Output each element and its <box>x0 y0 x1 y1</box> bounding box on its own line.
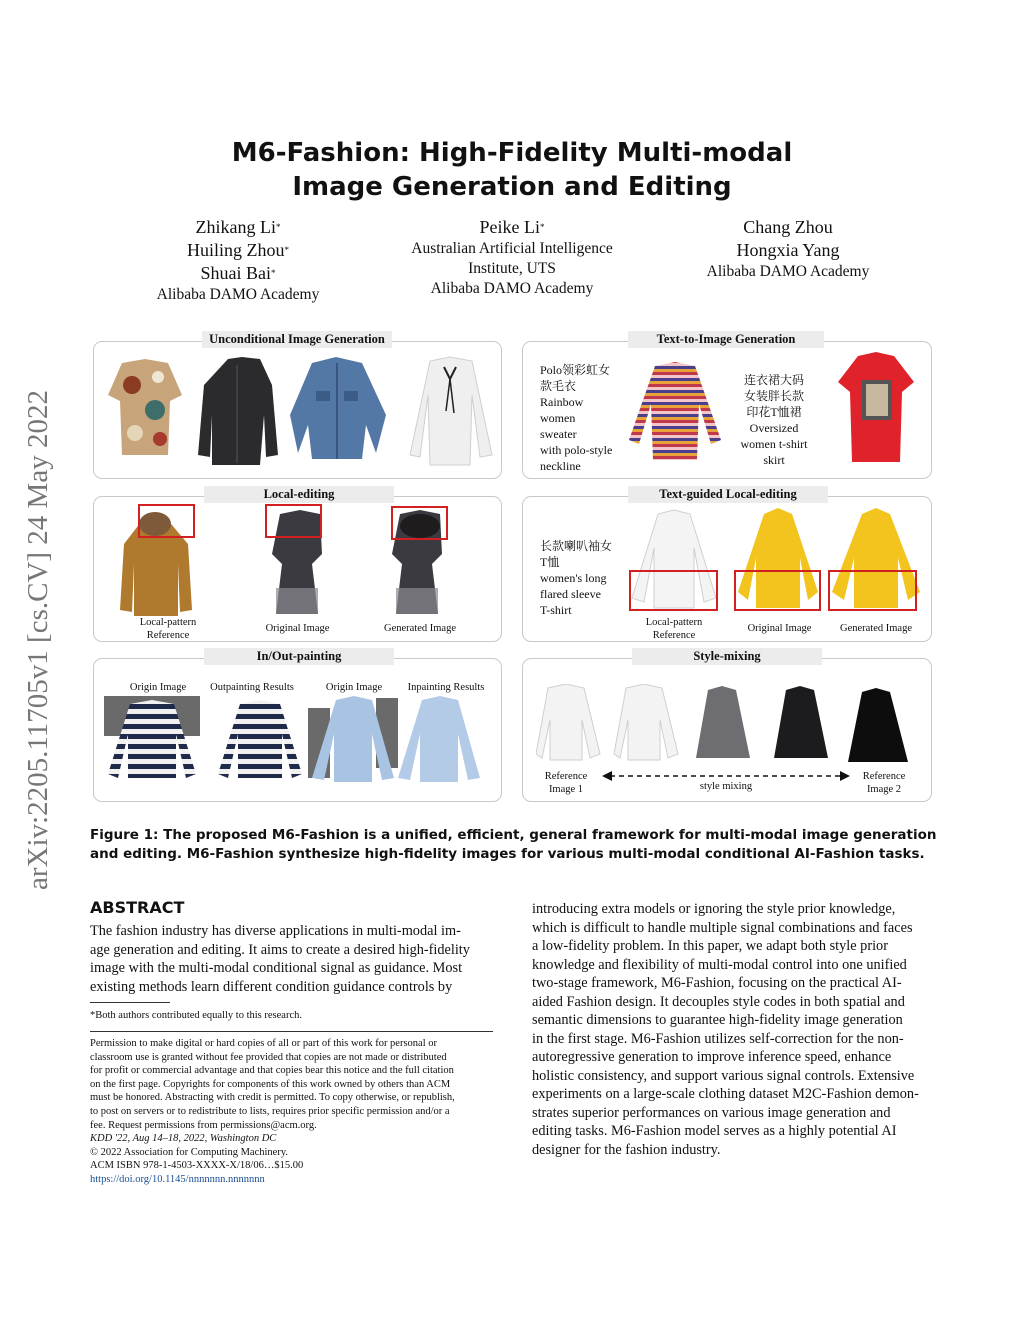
footnote-equal-contribution: *Both authors contributed equally to this research. <box>90 1010 302 1021</box>
paper-title <box>0 136 1024 204</box>
white-blouse-icon <box>536 684 600 760</box>
striped-sweater-icon <box>218 700 302 778</box>
author-name: Huiling Zhou* <box>187 240 289 260</box>
author-name: Shuai Bai* <box>200 263 276 283</box>
caption-reference-1: Reference Image 1 <box>544 771 588 795</box>
arxiv-stamp: arXiv:2205.11705v1 [cs.CV] 24 May 2022 <box>22 390 54 890</box>
denim-jacket-icon <box>290 357 386 459</box>
style-mixing-garments <box>536 684 922 766</box>
rainbow-sweater-icon <box>625 360 725 464</box>
author-affiliation: Alibaba DAMO Academy <box>430 280 594 297</box>
author-block-1 <box>118 216 358 305</box>
caption-origin-image: Origin Image <box>129 682 187 693</box>
author-affiliation: Alibaba DAMO Academy <box>156 286 320 303</box>
title-line-2: Image Generation and Editing <box>292 172 732 202</box>
black-top-icon <box>774 686 828 758</box>
unconditional-garments <box>100 355 495 467</box>
floral-shirt-icon <box>108 359 182 455</box>
caption-original-image: Original Image <box>747 623 812 634</box>
black-tank-icon <box>848 688 908 762</box>
permission-rule <box>90 1031 493 1032</box>
caption-tlocal-reference: Local-pattern Reference <box>645 617 703 641</box>
local-region-box <box>629 570 718 611</box>
doi-link[interactable]: https://doi.org/10.1145/nnnnnnn.nnnnnnn <box>90 1173 265 1185</box>
figure-caption <box>90 826 940 864</box>
author-name: Chang Zhou <box>743 217 833 237</box>
figure-caption-label: Figure 1: <box>90 827 159 843</box>
abstract-right-column: introducing extra models or ignoring the style prior knowledge, which is difficult to handle multiple signal combinations and faces a low-fidelity problem. In this paper, we adapt both style prior knowledge and flexibility of multi-modal control into one unified two-stage framework, M6-Fashion, focusing on the practical AI- aided Fashion design. It decouples style codes in both spatial and semantic dimensions to guarantee high-fidelity image generation in the first stage. M6-Fashion utilizes self-correction for the non- autoregressive generation to improve inference speed, enhance holistic consistency, and support various signal controls. Extensive experiments on a large-scale clothing dataset M2C-Fashion demon- strates superior performances on various image generation and editing tasks. M6-Fashion model serves as a highly potential AI designer for the fashion industry. <box>532 901 919 1158</box>
author-affiliation: Australian Artificial Intelligence <box>411 240 613 257</box>
footnote-rule <box>90 1002 170 1003</box>
local-region-box <box>734 570 821 611</box>
white-cardigan-icon <box>410 357 492 465</box>
figure-caption-text: The proposed M6-Fashion is a unified, efficient, general framework for multi-modal image generation and editing. M6-Fashion synthesize high-fidelity images for various multi-modal conditional AI-Fashion tasks. <box>90 827 937 862</box>
caption-local-reference: Local-pattern Reference <box>139 617 197 641</box>
panel-label-text-to-image: Text-to-Image Generation <box>628 331 824 348</box>
abstract-left-column: The fashion industry has diverse applications in multi-modal im- age generation and editing. It aims to create a desired high-fidelity image with the multi-modal conditional signal as guidance. Most existing methods learn different condition guidance controls by <box>90 923 470 995</box>
local-region-box <box>265 504 322 538</box>
in-out-painting-garments <box>100 694 495 786</box>
caption-origin-image: Origin Image <box>325 682 383 693</box>
author-block-2 <box>392 216 632 299</box>
caption-original-image: Original Image <box>265 623 330 634</box>
title-line-1: M6-Fashion: High-Fidelity Multi-modal <box>231 138 793 168</box>
tlocal-prompt: 长款喇叭袖女 T恤 women's long flared sleeve T-shirt <box>540 539 613 617</box>
panel-label-local-editing: Local-editing <box>204 486 394 503</box>
author-affiliation: Institute, UTS <box>468 260 556 277</box>
caption-generated-image: Generated Image <box>840 623 912 634</box>
white-blouse-icon <box>614 684 678 760</box>
author-block-3 <box>668 216 908 282</box>
caption-reference-2: Reference Image 2 <box>862 771 906 795</box>
author-name: Peike Li* <box>479 217 545 237</box>
local-region-box <box>138 504 195 538</box>
author-name: Zhikang Li* <box>195 217 281 237</box>
panel-label-in-out-painting: In/Out-painting <box>204 648 394 665</box>
t2i-prompt-2: 连衣裙大码 女装胖长款 印花T恤裙 Oversized women t-shirt skirt <box>740 373 808 467</box>
caption-outpainting-results: Outpainting Results <box>210 682 294 693</box>
permission-block: Permission to make digital or hard copies of all or part of this work for personal or classroom use is granted without fee provided that copies are not made or distributed for profit or commercial advantage and that copies bear this notice and the full citation on the first page. Copyrights for components of this work owned by others than ACM must be honored. Abstracting with credit is permitted. To copy otherwise, or republish, to post on servers or to redistribute to lists, requires prior specific permission and/or a fee. Request permissions from permissions@acm.org. KDD '22, Aug 14–18, 2022, Washington DC © 2022 Association for Computing Machinery. ACM ISBN 978-1-4503-XXXX-X/18/06…$15.00 https://doi.org/10.1145/nnnnnnn.nnnnnnn <box>90 1037 493 1187</box>
abstract-heading: ABSTRACT <box>90 898 185 917</box>
local-region-box <box>828 570 917 611</box>
copyright: © 2022 Association for Computing Machinery. <box>90 1146 289 1158</box>
red-tshirt-dress-icon <box>836 352 916 464</box>
panel-label-unconditional: Unconditional Image Generation <box>202 331 392 348</box>
caption-inpainting-results: Inpainting Results <box>407 682 485 693</box>
caption-style-mixing: style mixing <box>699 781 753 792</box>
panel-label-text-guided-local-editing: Text-guided Local-editing <box>628 486 828 503</box>
blue-blouse-icon <box>398 696 480 782</box>
black-coat-icon <box>198 357 278 465</box>
author-name: Hongxia Yang <box>736 240 840 260</box>
t2i-prompt-1: Polo领彩虹女 款毛衣 Rainbow women sweater with polo-style neckline <box>540 363 613 473</box>
isbn: ACM ISBN 978-1-4503-XXXX-X/18/06…$15.00 <box>90 1160 304 1172</box>
caption-generated-image: Generated Image <box>384 623 456 634</box>
author-affiliation: Alibaba DAMO Academy <box>706 263 870 280</box>
local-region-box <box>391 506 448 540</box>
panel-label-style-mixing: Style-mixing <box>632 648 822 665</box>
venue: KDD '22, Aug 14–18, 2022, Washington DC <box>90 1133 277 1145</box>
grey-top-icon <box>696 686 750 758</box>
